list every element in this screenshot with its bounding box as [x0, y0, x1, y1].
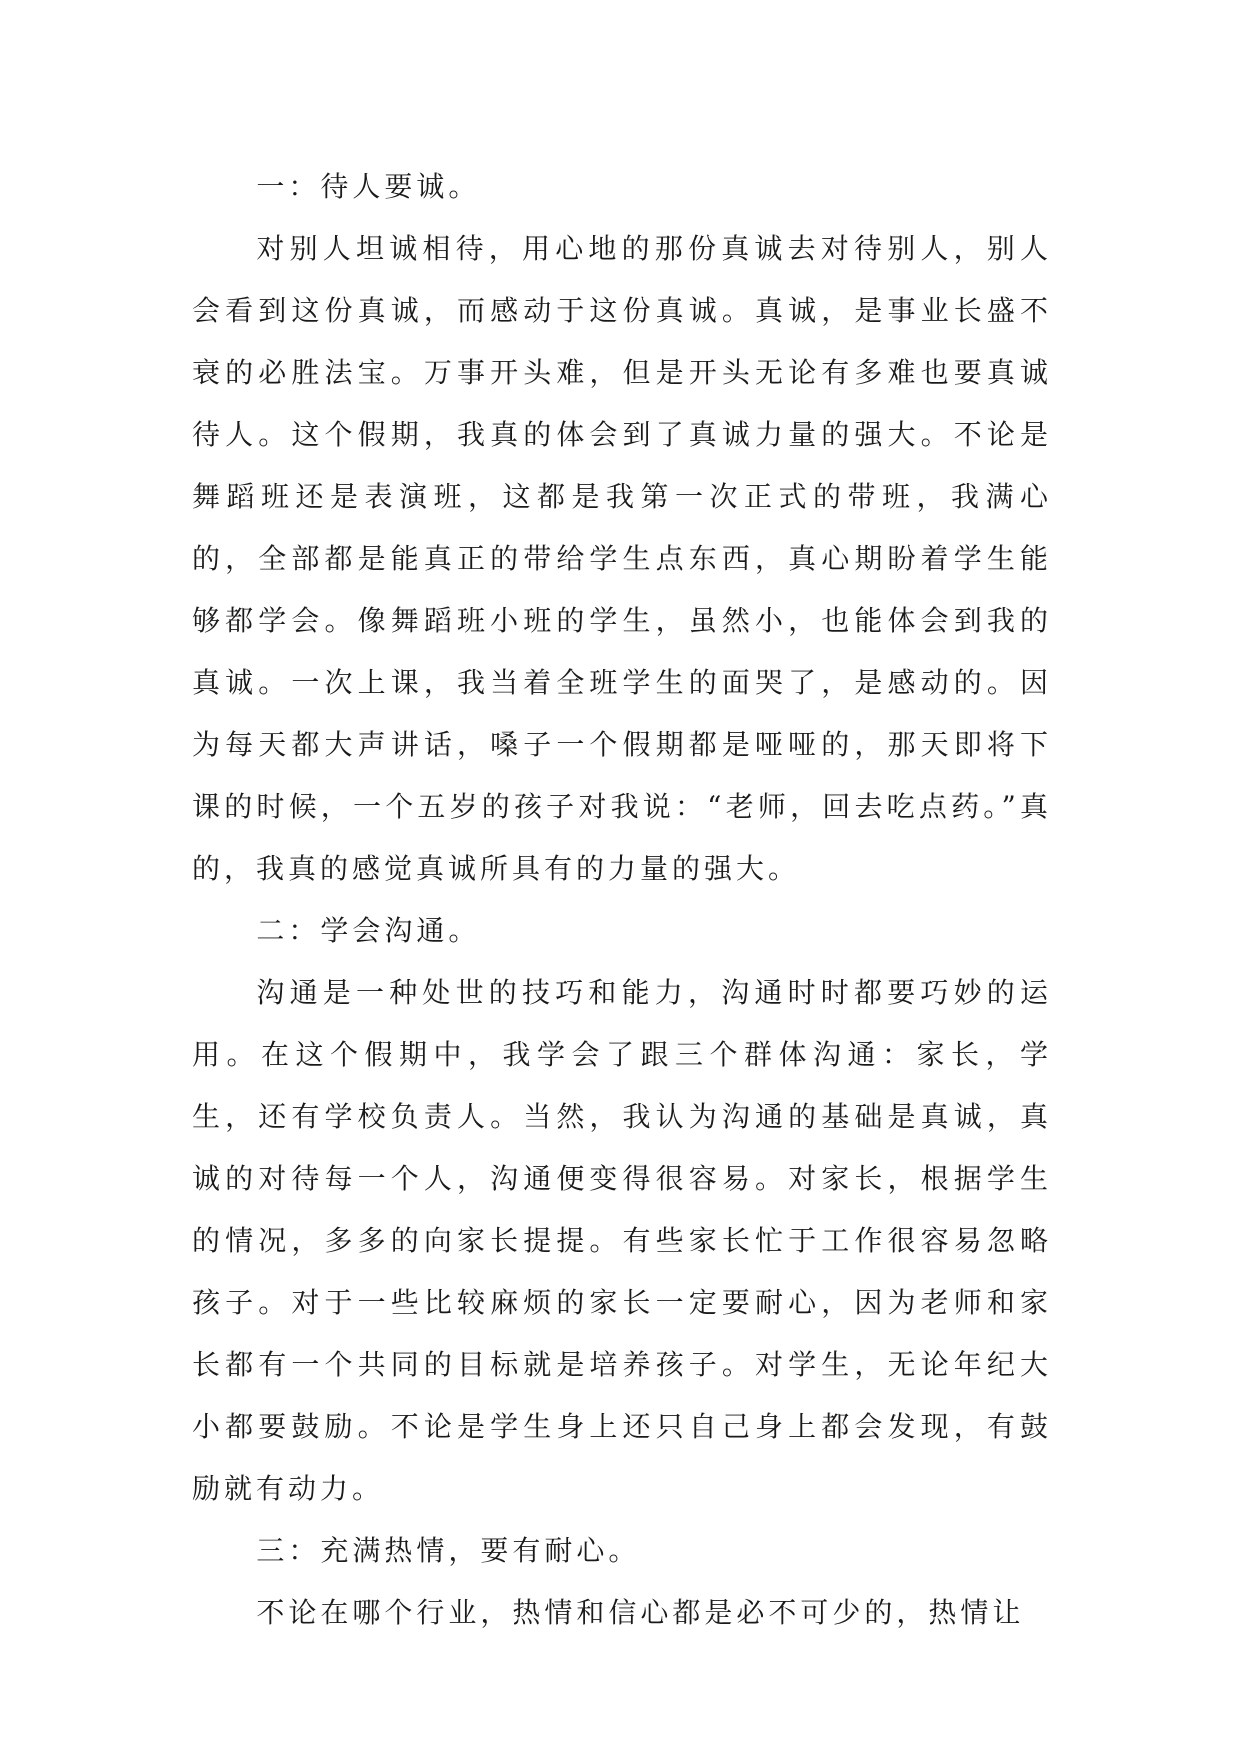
body-paragraph: 沟通是一种处世的技巧和能力，沟通时时都要巧妙的运用。在这个假期中，我学会了跟三个群体沟通：家长，学生，还有学校负责人。当然，我认为沟通的基础是真诚，真诚的对待每一个人，沟通便变得很容易。对家长，根据学生的情况，多多的向家长提提。有些家长忙于工作很容易忽略孩子。对于一些比较麻烦的家长一定要耐心，因为老师和家长都有一个共同的目标就是培养孩子。对学生，无论年纪大小都要鼓励。不论是学生身上还只自己身上都会发现，有鼓励就有动力。 — [192, 976, 1052, 1505]
body-paragraph: 不论在哪个行业，热情和信心都是必不可少的，热情让 — [256, 1596, 1025, 1629]
section-heading: 一：待人要诚。 — [256, 170, 481, 203]
section-heading: 二：学会沟通。 — [256, 914, 481, 947]
section-heading: 三：充满热情，要有耐心。 — [256, 1534, 641, 1567]
body-paragraph: 对别人坦诚相待，用心地的那份真诚去对待别人，别人会看到这份真诚，而感动于这份真诚。真诚，是事业长盛不衰的必胜法宝。万事开头难，但是开头无论有多难也要真诚待人。这个假期，我真的体会到了真诚力量的强大。不论是舞蹈班还是表演班，这都是我第一次正式的带班，我满心的，全部都是能真正的带给学生点东西，真心期盼着学生能够都学会。像舞蹈班小班的学生，虽然小，也能体会到我的真诚。一次上课，我当着全班学生的面哭了，是感动的。因为每天都大声讲话，嗓子一个假期都是哑哑的，那天即将下课的时候，一个五岁的孩子对我说：“老师，回去吃点药。”真的，我真的感觉真诚所具有的力量的强大。 — [192, 232, 1052, 885]
document-body — [192, 156, 1052, 1644]
